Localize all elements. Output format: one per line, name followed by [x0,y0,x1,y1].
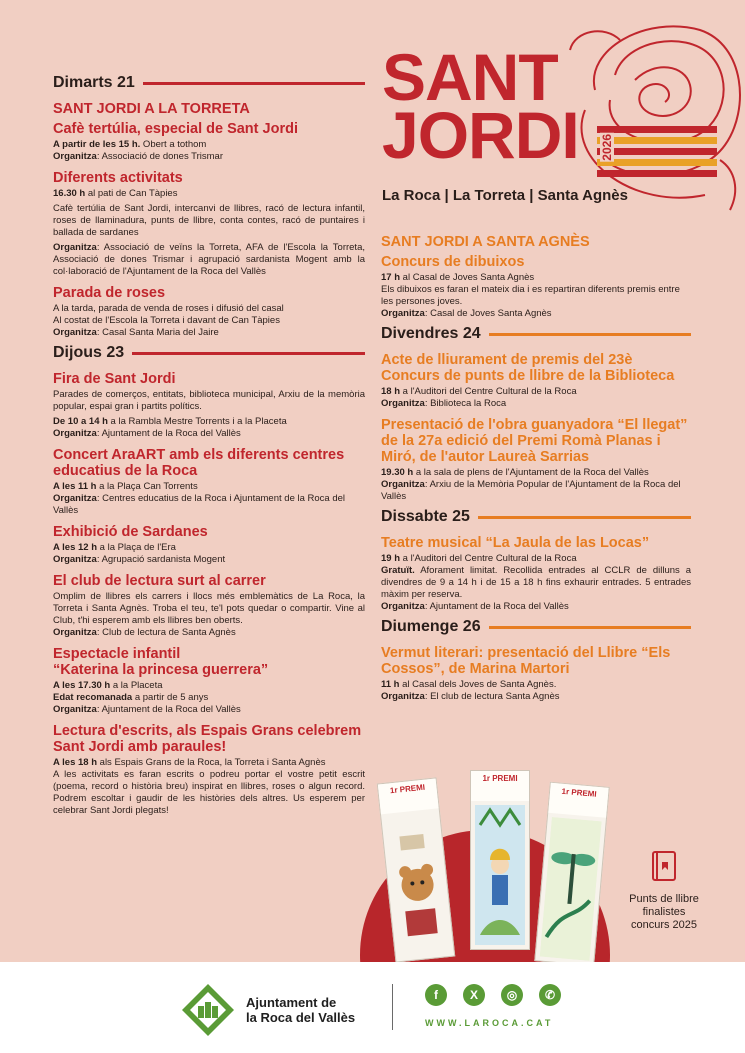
event-title: Concurs de dibuixos [381,254,525,270]
bookmark-girl [470,770,530,950]
event-description: Omplim de llibres els carrers i llocs més emblemàtics de La Roca, la Torreta i Santa Agnès. Troba el teu, te'l pots quedar o compartir. Vine al Club, t'hi esperem amb els llibres ben oberts. [53,591,365,626]
event-organizer: Organitza: Casal de Joves Santa Agnès [381,308,552,319]
day-header-dimarts: Dimarts 21 [53,74,365,92]
event-age: Edat recomanada a partir de 5 anys [53,692,209,703]
title-jordi: JORDI [382,98,579,172]
event-title: Cafè tertúlia, especial de Sant Jordi [53,121,298,137]
event-time: A partir de les 15 h. Obert a tothom [53,139,207,150]
dragonfly-drawing-icon [540,817,602,961]
bookmark-images [384,770,634,962]
finalist-note: Punts de llibre finalistes concurs 2025 [614,850,714,932]
event-title: Fira de Sant Jordi [53,371,176,387]
event-organizer: Organitza: Ajuntament de la Roca del Vallès [53,704,241,715]
section-title: SANT JORDI A SANTA AGNÈS [381,234,590,250]
event-time: A les 18 h als Espais Grans de la Roca, la Torreta i Santa Agnès [53,757,326,768]
event-organizer: Organitza: Centres educatius de la Roca i Ajuntament de la Roca del Vallès [53,493,346,516]
event-description: A la tarda, parada de venda de roses i difusió del casal [53,303,284,314]
event-time: 18 h a l'Auditori del Centre Cultural de la Roca [381,386,577,397]
event-time: A les 17.30 h a la Placeta [53,680,163,691]
title-sant: SANT [382,40,558,114]
event-title: Teatre musical “La Jaula de las Locas” [381,535,650,551]
instagram-icon[interactable]: ◎ [501,984,523,1006]
event-location: Al costat de l'Escola la Torreta i davant de Can Tàpies [53,315,280,326]
website-link[interactable]: WWW.LAROCA.CAT [425,1018,554,1028]
event-time: De 10 a 14 h a la Rambla Mestre Torrents i a la Placeta [53,416,287,427]
day-header-dijous: Dijous 23 [53,344,365,362]
bookmark-dragonfly [534,782,609,962]
event-description: Parades de comerços, entitats, biblioteca municipal, Arxiu de la memòria popular, espai gran i partits polítics. [53,389,365,412]
divider-line [132,352,365,355]
bookmark-prize-label: 1r PREMI [548,783,608,818]
bookmark-bear [377,777,455,962]
event-time: 17 h al Casal de Joves Santa Agnès [381,272,535,283]
event-organizer: Organitza: Casal Santa Maria del Jaire [53,327,219,338]
whatsapp-icon[interactable]: ✆ [539,984,561,1006]
day-header-diumenge: Diumenge 26 [381,618,691,636]
divider-line [143,82,365,85]
event-organizer: Organitza: Arxiu de la Memòria Popular de l'Ajuntament de la Roca del Vallès [381,479,681,502]
event-organizer: Organitza: Club de lectura de Santa Agnès [53,627,236,638]
event-title: Concert AraART amb els diferents centres educatius de la Roca [53,447,345,479]
event-title: Espectacle infantil [53,646,181,662]
event-time: 19 h a l'Auditori del Centre Cultural de la Roca [381,553,577,564]
section-title: SANT JORDI A LA TORRETA [53,101,250,117]
facebook-icon[interactable]: f [425,984,447,1006]
divider-line [489,626,691,629]
x-twitter-icon[interactable]: X [463,984,485,1006]
event-time: 11 h al Casal dels Joves de Santa Agnès. [381,679,557,690]
footer-divider [392,984,393,1030]
bookmark-prize-label: 1r PREMI [378,778,439,814]
event-title: El club de lectura surt al carrer [53,573,266,589]
event-organizer: Organitza: Biblioteca la Roca [381,398,507,409]
event-organizer: Organitza: Associació de dones Trismar [53,151,224,162]
event-organizer: Organitza: Associació de veïns la Torreta, AFA de l'Escola la Torreta, Associació de dones Trismar i agrupació sardanista Mogent amb la col·laboració de l'Ajuntament de la Roca del Vallès [53,242,365,277]
event-time: A les 11 h a la Plaça Can Torrents [53,481,198,492]
event-time: A les 12 h a la Plaça de l'Era [53,542,176,553]
divider-line [489,333,691,336]
event-title: Acte de lliurament de premis del 23è Concurs de punts de llibre de la Biblioteca [381,352,675,384]
event-title: Parada de roses [53,285,166,301]
year-label: 2026 [600,134,614,161]
footer [0,962,745,1053]
town-hall-logo[interactable] [180,982,355,1038]
book-icon [651,850,677,882]
event-time: 16.30 h al pati de Can Tàpies [53,188,178,199]
social-links [425,984,561,1006]
event-time: 19.30 h a la sala de plens de l'Ajuntament de la Roca del Vallès [381,467,649,478]
bear-drawing-icon [385,813,449,957]
event-description: Gratuït. Aforament limitat. Recollida entrades al CCLR de dilluns a divendres de 9 a 14 h i de 15 a 18 h fins exhaurir entrades. 5 entrades màxim per reserva. [381,565,691,600]
town-shield-icon [180,982,236,1038]
event-organizer: Organitza: Ajuntament de la Roca del Vallès [53,428,241,439]
divider-line [478,516,691,519]
event-description: Els dibuixos es faran el mateix dia i es repartiran diferents premis entre les persones joves. [381,284,680,307]
subtitle-locations: La Roca | La Torreta | Santa Agnès [382,187,628,204]
main-title [382,40,722,172]
event-title: Vermut literari: presentació del Llibre “Els Cossos”, de Marina Martori [381,645,671,677]
day-header-divendres: Divendres 24 [381,325,691,343]
town-hall-name: Ajuntament de la Roca del Vallès [246,995,356,1025]
day-header-dissabte: Dissabte 25 [381,508,691,526]
event-organizer: Organitza: El club de lectura Santa Agnès [381,691,560,702]
event-title: Lectura d'escrits, als Espais Grans celebrem Sant Jordi amb paraules! [53,723,362,755]
catalan-flag-stripes [597,126,717,188]
event-title-subtitle: “Katerina la princesa guerrera” [53,662,269,678]
left-column [53,74,365,817]
event-organizer: Organitza: Ajuntament de la Roca del Vallès [381,601,569,612]
event-title: Presentació de l'obra guanyadora “El llegat” de la 27a edició del Premi Romà Planas i Miró, de l'autor Laureà Sarrias [381,417,688,465]
event-description: Cafè tertúlia de Sant Jordi, intercanvi de llibres, racó de lectura infantil, roses de llaminadura, punts de llibre, conta contes, racó de puntaires i ballada de sardanes [53,203,365,238]
event-title: Diferents activitats [53,170,183,186]
bookmark-prize-label: 1r PREMI [471,771,529,801]
event-title: Exhibició de Sardanes [53,524,208,540]
girl-drawing-icon [475,805,525,945]
right-column [381,234,691,703]
event-description: A les activitats es faran escrits o podreu portar el vostre petit escrit (poema, record o història breu) inspirat en llibres, roses o algun record. Podrem escoltar i gaudir de les històries dels altres. Us esperem per celebrar Sant Jordi plegats! [53,769,365,816]
event-organizer: Organitza: Agrupació sardanista Mogent [53,554,226,565]
